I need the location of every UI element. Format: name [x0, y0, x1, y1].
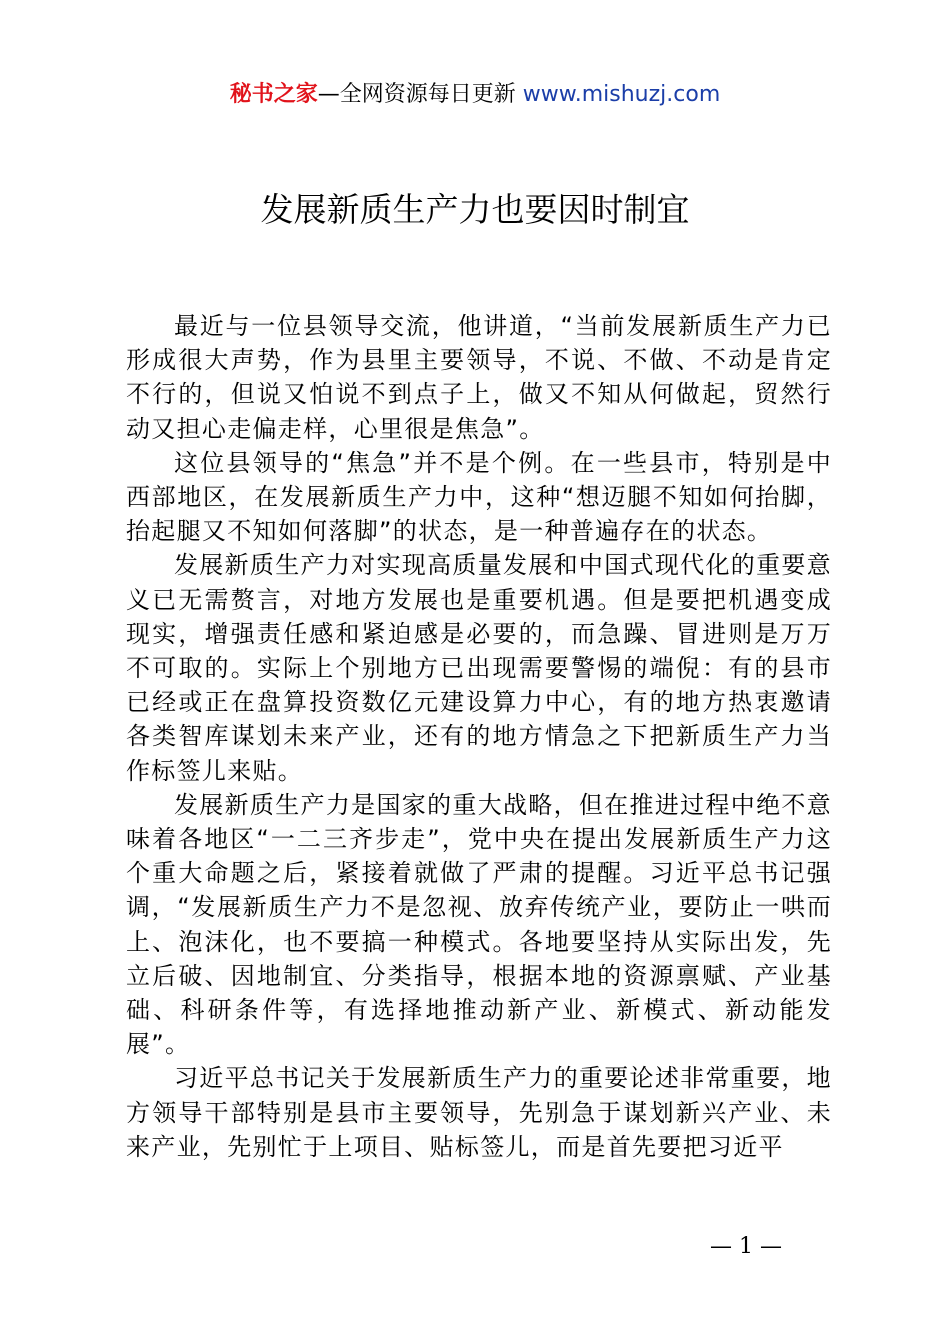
site-header: [0, 80, 950, 110]
page-number: — 1 —: [710, 1234, 782, 1259]
site-url-link[interactable]: www.mishuzj.com: [522, 82, 721, 107]
paragraph: 最近与一位县领导交流，他讲道，“当前发展新质生产力已形成很大声势，作为县里主要领导，不说、不做、不动是肯定不行的，但说又怕说不到点子上，做又不知从何做起，贸然行动又担心走偏走样，心里很是焦急”。: [126, 312, 832, 443]
site-brand: 秘书之家: [229, 82, 318, 107]
document-body: [126, 309, 832, 1164]
paragraph: 这位县领导的“焦急”并不是个例。在一些县市，特别是中西部地区，在发展新质生产力中，这种“想迈腿不知如何抬脚，抬起腿又不知如何落脚”的状态，是一种普遍存在的状态。: [126, 448, 832, 546]
paragraph: 发展新质生产力是国家的重大战略，但在推进过程中绝不意味着各地区“一二三齐步走”，党中央在提出发展新质生产力这个重大命题之后，紧接着就做了严肃的提醒。习近平总书记强调，“发展新质生产力不是忽视、放弃传统产业，要防止一哄而上、泡沫化，也不要搞一种模式。各地要坚持从实际出发，先立后破、因地制宜、分类指导，根据本地的资源禀赋、产业基础、科研条件等，有选择地推动新产业、新模式、新动能发展”。: [126, 790, 832, 1059]
site-tagline: —全网资源每日更新: [317, 82, 516, 107]
paragraph: 发展新质生产力对实现高质量发展和中国式现代化的重要意义已无需赘言，对地方发展也是重要机遇。但是要把机遇变成现实，增强责任感和紧迫感是必要的，而急躁、冒进则是万万不可取的。实际上个别地方已出现需要警惕的端倪：有的县市已经或正在盘算投资数亿元建设算力中心，有的地方热衷邀请各类智库谋划未来产业，还有的地方情急之下把新质生产力当作标签儿来贴。: [126, 551, 832, 785]
document-title: 发展新质生产力也要因时制宜: [260, 190, 690, 229]
paragraph: 习近平总书记关于发展新质生产力的重要论述非常重要，地方领导干部特别是县市主要领导，先别急于谋划新兴产业、未来产业，先别忙于上项目、贴标签儿，而是首先要把习近平: [126, 1064, 832, 1161]
